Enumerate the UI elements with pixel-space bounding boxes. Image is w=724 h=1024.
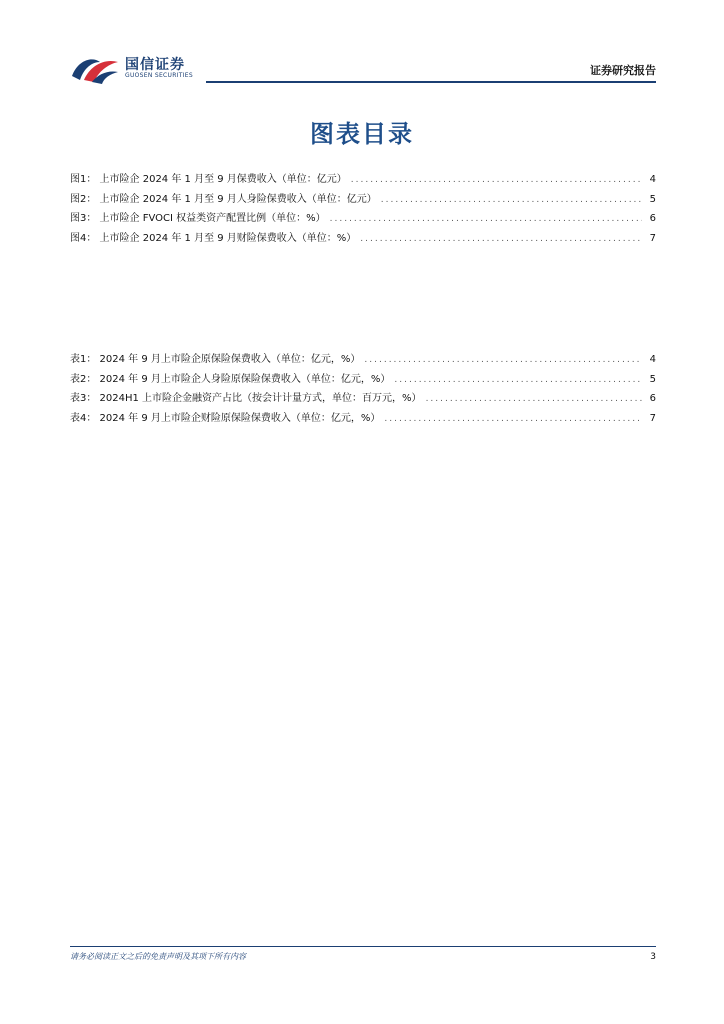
- toc-entry-label: 图2： 上市险企 2024 年 1 月至 9 月人身险保费收入（单位：亿元）: [70, 193, 377, 205]
- guosen-logo-icon: [70, 52, 120, 84]
- toc-entry-label: 表2： 2024 年 9 月上市险企人身险原保险保费收入（单位：亿元，%）: [70, 373, 391, 385]
- toc-leader-dots: [384, 410, 642, 430]
- page-number: 3: [650, 952, 656, 962]
- toc-leader-dots: [360, 230, 642, 250]
- toc-entry-table-2[interactable]: [70, 370, 656, 390]
- toc-entry-table-3[interactable]: [70, 389, 656, 409]
- footer-divider: [70, 946, 656, 947]
- toc-page-number: 7: [649, 412, 656, 424]
- toc-leader-dots: [381, 191, 642, 211]
- toc-leader-dots: [426, 390, 642, 410]
- figure-list: [70, 170, 656, 248]
- toc-leader-dots: [351, 171, 642, 191]
- toc-page-number: 6: [649, 393, 656, 404]
- toc-entry-label: 表4： 2024 年 9 月上市险企财险原保险保费收入（单位：亿元，%）: [70, 412, 381, 424]
- page-title: 图表目录: [310, 120, 414, 148]
- toc-entry-label: 图4： 上市险企 2024 年 1 月至 9 月财险保费收入（单位：%）: [70, 232, 357, 244]
- page-footer: [70, 946, 656, 962]
- toc-entry-label: 表1： 2024 年 9 月上市险企原保险保费收入（单位：亿元，%）: [70, 354, 361, 365]
- toc-page-number: 5: [649, 373, 656, 385]
- toc-entry-table-1[interactable]: [70, 350, 656, 370]
- table-list: [70, 350, 656, 428]
- toc-page-number: 4: [649, 174, 656, 185]
- toc-page-number: 6: [649, 213, 656, 224]
- toc-entry-label: 图1： 上市险企 2024 年 1 月至 9 月保费收入（单位：亿元）: [70, 174, 347, 185]
- toc-entry-label: 图3： 上市险企 FVOCI 权益类资产配置比例（单位：%）: [70, 213, 326, 224]
- toc-entry-figure-3[interactable]: [70, 209, 656, 229]
- report-type-label: 证券研究报告: [590, 64, 656, 77]
- toc-page-number: 7: [649, 232, 656, 244]
- toc-entry-figure-2[interactable]: [70, 190, 656, 210]
- header-divider: [206, 81, 656, 83]
- toc-leader-dots: [394, 371, 642, 391]
- logo-english-name: GUOSEN SECURITIES: [125, 72, 194, 79]
- toc-entry-label: 表3： 2024H1 上市险企金融资产占比（按会计计量方式，单位：百万元，%）: [70, 393, 422, 404]
- toc-page-number: 4: [649, 354, 656, 365]
- disclaimer-note: 请务必阅读正文之后的免责声明及其项下所有内容: [70, 952, 246, 961]
- toc-entry-table-4[interactable]: [70, 409, 656, 429]
- toc-leader-dots: [364, 351, 642, 371]
- toc-entry-figure-4[interactable]: [70, 229, 656, 249]
- logo-chinese-name: 国信证券: [125, 57, 185, 73]
- guosen-logo: [70, 52, 200, 84]
- page-header: [70, 50, 656, 84]
- toc-page-number: 5: [649, 193, 656, 205]
- toc-entry-figure-1[interactable]: [70, 170, 656, 190]
- toc-leader-dots: [330, 210, 642, 230]
